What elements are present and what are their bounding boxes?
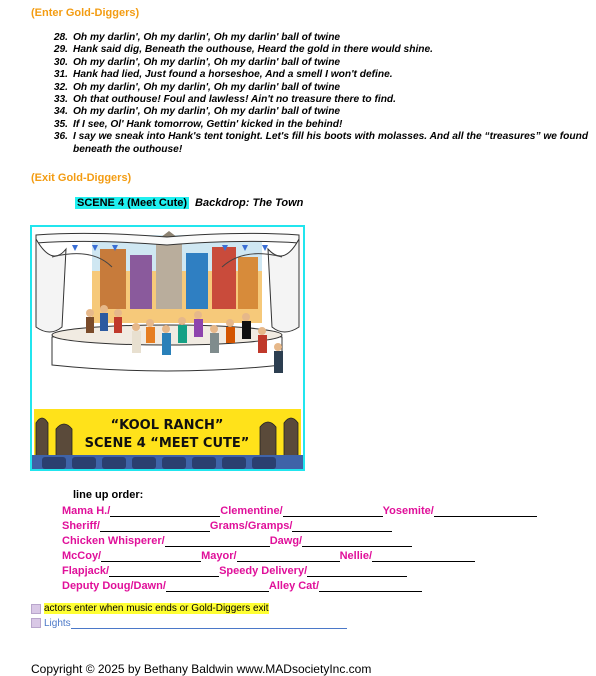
scene-tag: SCENE 4 (Meet Cute) [77,197,188,209]
lineup-role-label: Clementine/ [220,504,283,517]
lyric-line [40,106,590,118]
lineup-blank[interactable] [109,565,219,577]
lineup-role-label: Mama H./ [62,504,111,517]
lyric-number: 32. [53,81,68,93]
lineup-role-label: McCoy/ [62,549,102,562]
note-lights [31,617,347,629]
lineup-list [62,503,537,593]
lineup-blank[interactable] [110,505,220,517]
lyric-text: Oh my darlin', Oh my darlin', Oh my darlin' ball of twine [73,81,341,93]
lineup-role-label: Mayor/ [201,549,237,562]
image-banner-line1: “KOOL RANCH” [110,418,224,433]
lineup-blank[interactable] [101,550,201,562]
lyric-number: 28. [53,32,68,43]
lyric-text: Hank had lied, Just found a horseshoe, And a smell I won't define. [73,69,393,81]
lineup-blank[interactable] [319,580,422,592]
lineup-role-label: Flapjack/ [62,564,110,577]
lineup-role-label: Alley Cat/ [268,579,320,592]
lyric-text: Hank said dig, Beneath the outhouse, Heard the gold in there would shine. [73,44,433,56]
lineup-role-label: Sheriff/ [62,519,100,532]
lyric-text: Oh my darlin', Oh my darlin', Oh my darlin' ball of twine [73,32,341,43]
lyric-line [40,82,590,94]
lyric-text: Oh my darlin', Oh my darlin', Oh my darlin' ball of twine [73,56,341,68]
lineup-blank[interactable] [100,520,210,532]
lyric-line [40,119,590,131]
lineup-row [62,578,537,593]
lyric-line [40,69,590,81]
enter-gold-diggers: (Enter Gold-Diggers) [31,7,140,19]
note-lights-text: Lights [44,617,71,629]
lineup-blank[interactable] [434,505,537,517]
lineup-row [62,503,537,518]
lineup-role-label: Grams/Gramps/ [209,519,293,532]
footer-copyright: Copyright © 2025 by Bethany Baldwin www.MADsocietyInc.com [31,662,372,676]
lyric-number: 35. [53,118,68,130]
lineup-role-label: Nellie/ [339,549,372,562]
lineup-blank[interactable] [307,565,407,577]
note-actors-enter [31,603,269,614]
lineup-blank[interactable] [166,580,269,592]
image-banner-line2: SCENE 4 “MEET CUTE” [84,436,250,451]
lyric-line [40,32,590,44]
scene-backdrop: Backdrop: The Town [195,197,304,209]
lineup-blank[interactable] [165,535,270,547]
lyrics-list [40,32,590,156]
lineup-role-label: Chicken Whisperer/ [62,534,165,547]
lyric-line [40,94,590,106]
lyric-number: 31. [53,69,68,81]
lineup-row [62,533,537,548]
scene-heading [75,197,303,209]
lineup-role-label: Yosemite/ [382,504,434,517]
lyric-text: Oh my darlin', Oh my darlin', Oh my darlin' ball of twine [73,106,341,118]
lineup-row [62,518,537,533]
lyric-number: 29. [53,44,68,56]
lyric-number: 30. [53,56,68,68]
exit-gold-diggers: (Exit Gold-Diggers) [31,172,132,184]
lineup-row [62,563,537,578]
lights-blank[interactable] [71,617,347,629]
lyric-text: Oh that outhouse! Foul and lawless! Ain't no treasure there to find. [73,94,396,106]
lyric-number: 34. [53,106,68,118]
lineup-role-label: Dawg/ [269,534,303,547]
note-actors-text: actors enter when music ends or Gold-Diggers exit [44,603,269,614]
lyric-line [40,44,590,56]
lineup-row [62,548,537,563]
lineup-blank[interactable] [283,505,383,517]
lyric-line [40,131,590,156]
lyric-number: 36. [53,131,68,143]
lineup-blank[interactable] [302,535,412,547]
lyric-text: I say we sneak into Hank's tent tonight. Let's fill his boots with molasses. And all the “treasures” we found beneath the outhouse! [73,131,589,155]
lineup-title: line up order: [73,489,144,501]
lyric-line [40,57,590,69]
lineup-role-label: Deputy Doug/Dawn/ [62,579,166,592]
lyric-number: 33. [53,94,68,106]
checkbox-icon[interactable] [31,618,41,628]
lineup-blank[interactable] [237,550,340,562]
lyric-text: If I see, Ol' Hank tomorrow, Gettin' kicked in the behind! [73,118,343,130]
lineup-blank[interactable] [372,550,475,562]
lineup-role-label: Speedy Delivery/ [219,564,308,577]
stage-illustration [32,227,303,469]
checkbox-icon[interactable] [31,604,41,614]
lineup-blank[interactable] [292,520,392,532]
scene-illustration [30,225,305,471]
